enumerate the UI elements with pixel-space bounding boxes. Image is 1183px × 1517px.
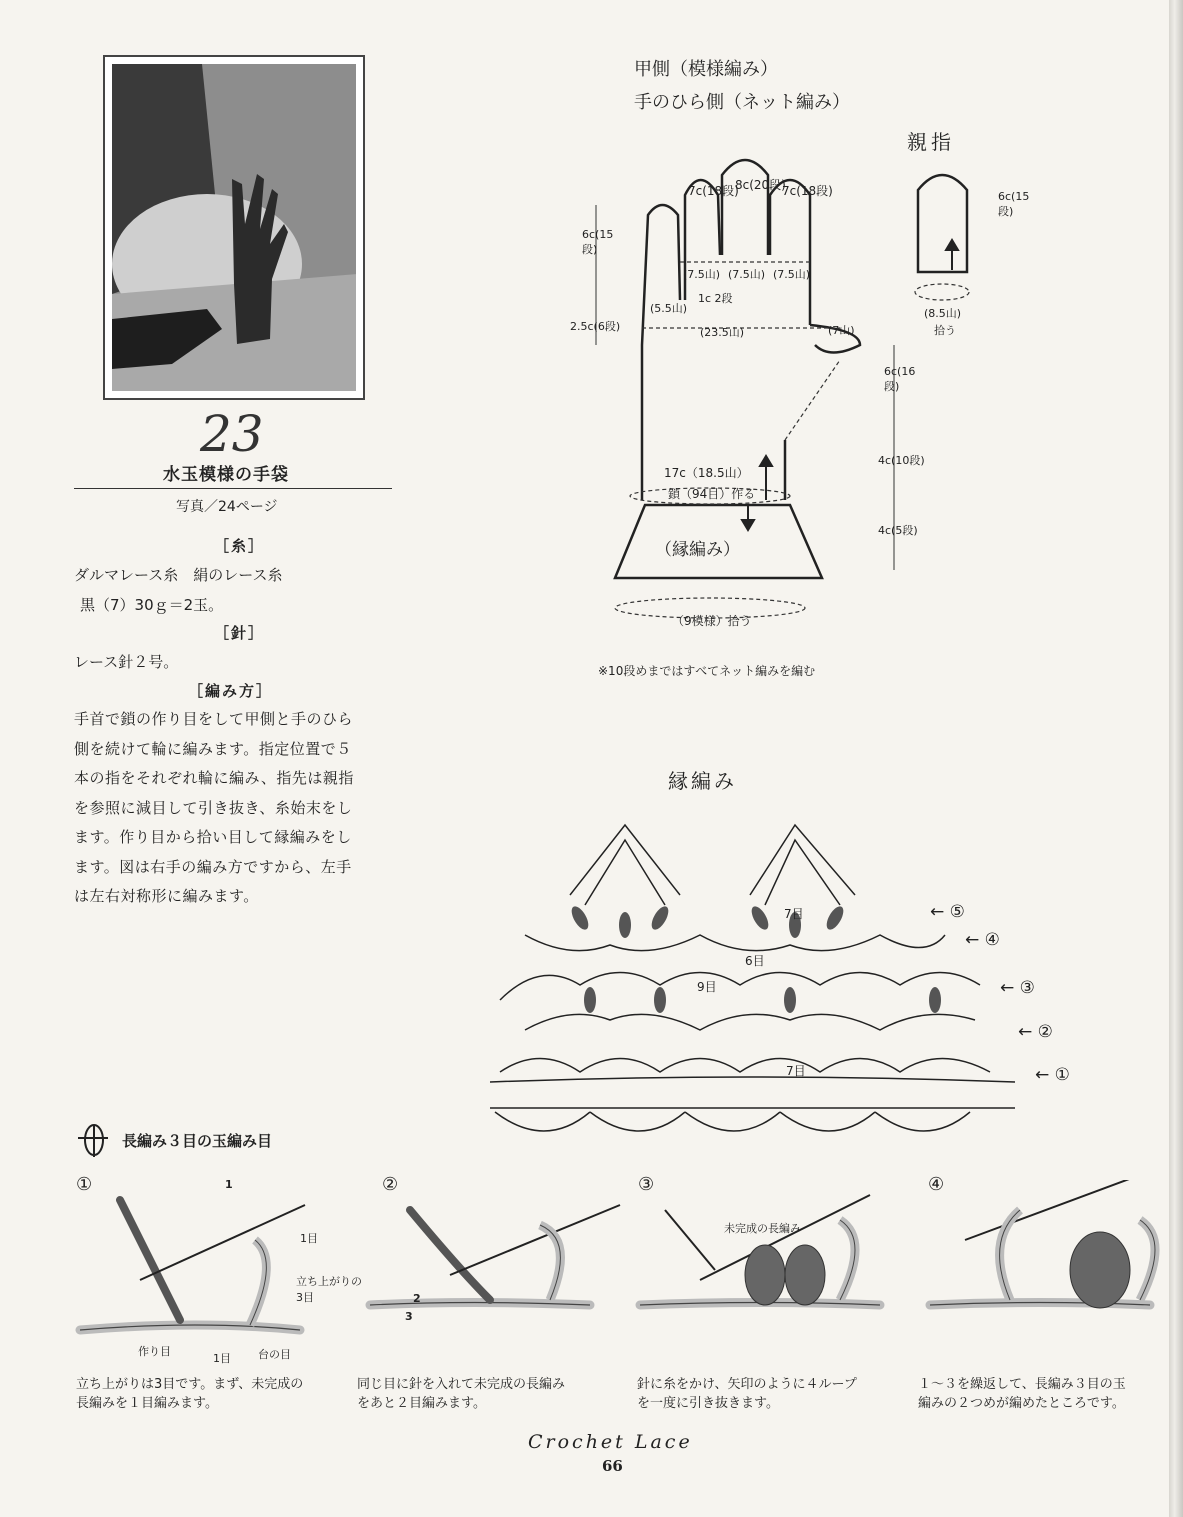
glove-photo-illustration — [112, 64, 356, 391]
method-line: を参照に減目して引き抜き、糸始末をし — [74, 798, 353, 817]
row-5: ⑤ — [949, 902, 965, 922]
right-dim-2: 4c(10段) — [878, 454, 925, 467]
step-4-caption-line: 編みの２つめが編めたところです。 — [918, 1396, 1125, 1411]
row-marker-5: ← ⑤ — [930, 902, 965, 922]
yarn-line-2: 黒（7）30ｇ＝2玉。 — [80, 596, 224, 614]
step-1-label-arrow: 1 — [225, 1178, 233, 1191]
right-dim-3: 4c(5段) — [878, 524, 918, 537]
needle-heading: ［針］ — [214, 624, 266, 642]
thumb-gap: (7山) — [828, 324, 855, 337]
thumb-dim: 6c(15段) — [998, 190, 1030, 218]
step-3-caption — [637, 1375, 857, 1413]
thumb-title: 親指 — [907, 130, 955, 154]
pinky-base: (5.5山) — [650, 302, 688, 315]
step-2-label-2: 2 — [413, 1292, 421, 1305]
row-3: ③ — [1019, 978, 1035, 998]
row-1: ① — [1054, 1065, 1070, 1085]
method-line: ます。図は右手の編み方ですから、左手 — [74, 857, 352, 876]
step-2-caption-line: 同じ目に針を入れて未完成の長編み — [357, 1377, 566, 1392]
step-2-caption-line: をあと２目編みます。 — [357, 1396, 486, 1411]
pickup-label: （9模様）拾う — [672, 614, 752, 628]
stitch-step-illustrations — [74, 1180, 1164, 1380]
step-2-label-3: 3 — [405, 1310, 413, 1323]
finger-base-1: (7.5山) — [683, 268, 721, 281]
step-4-caption-line: １～３を繰返して、長編み３目の玉 — [918, 1377, 1126, 1392]
step-3-label-unfinished: 未完成の長編み — [724, 1222, 801, 1235]
step-2-number: ② — [382, 1174, 399, 1195]
method-line: ます。作り目から拾い目して縁編みをし — [74, 828, 352, 846]
step-1-label-base: 台の目 — [258, 1348, 291, 1361]
row-marker-3: ← ③ — [1000, 978, 1035, 998]
thumb-pickup-2: 拾う — [934, 324, 956, 337]
photo-reference: 写真／24ページ — [176, 499, 278, 515]
needle-line: レース針２号。 — [74, 653, 179, 671]
method-line: 本の指をそれぞれ輪に編み、指先は親指 — [74, 769, 354, 787]
bobble-stitch-symbol-icon — [74, 1120, 114, 1160]
footer-brand: Crochet Lace — [528, 1431, 693, 1453]
page-number: 66 — [602, 1457, 623, 1475]
method-text — [74, 705, 392, 912]
method-line: 手首で鎖の作り目をして甲側と手のひら — [74, 710, 354, 728]
step-1-caption-line: 長編みを１目編みます。 — [76, 1396, 218, 1411]
edging-chart-title: 縁編み — [668, 769, 737, 793]
right-dim-1: 6c(16段) — [884, 365, 916, 393]
row-marker-1: ← ① — [1035, 1065, 1070, 1085]
chart-label-9: 9目 — [697, 980, 717, 994]
chart-label-7-bottom: 7目 — [786, 1064, 806, 1078]
method-line: 側を続けて輪に編みます。指定位置で５ — [74, 739, 352, 758]
finger-base-3: (7.5山) — [773, 268, 811, 281]
step-1-label-turning: 立ち上がりの3目 — [296, 1275, 362, 1304]
yarn-heading: ［糸］ — [214, 537, 266, 555]
step-4-caption — [918, 1375, 1126, 1413]
step-2-caption — [357, 1375, 565, 1413]
cuff-start: 17c（18.5山） — [664, 466, 749, 480]
row-marker-2: ← ② — [1018, 1022, 1053, 1042]
page-edge — [1169, 0, 1183, 1517]
step-3-caption-line: 針に糸をかけ、矢印のように４ループ — [637, 1377, 857, 1392]
step-4-number: ④ — [928, 1174, 945, 1195]
step-3-number: ③ — [638, 1174, 655, 1195]
finger-dim-middle: 8c(20段) — [735, 178, 786, 192]
method-heading: ［編み方］ — [188, 682, 274, 700]
pinky-rows: 1c 2段 — [698, 292, 733, 305]
net-note: ※10段めまではすべてネット編みを編む — [598, 664, 816, 678]
chart-label-7-top: 7目 — [784, 907, 804, 921]
step-3-caption-line: を一度に引き抜きます。 — [637, 1396, 779, 1411]
row-4: ④ — [984, 930, 1000, 950]
method-line: は左右対称形に編みます。 — [74, 887, 259, 905]
step-1-caption — [76, 1375, 303, 1413]
edging-label: （縁編み） — [655, 540, 740, 560]
row-marker-4: ← ④ — [965, 930, 1000, 950]
step-1-caption-line: 立ち上がりは3目です。まず、未完成の — [76, 1377, 304, 1392]
yarn-line-1: ダルマレース糸 絹のレース糸 — [74, 566, 283, 584]
palm-width: (23.5山) — [700, 326, 745, 339]
left-dim-1: 6c(15段) — [582, 228, 614, 256]
diagram-title-back: 甲側（模様編み） — [634, 59, 778, 80]
glove-outline-diagram — [560, 150, 1000, 650]
pattern-title: 水玉模様の手袋 — [163, 465, 289, 485]
step-1-label-stitch: 1目 — [300, 1232, 318, 1245]
step-1-number: ① — [76, 1174, 93, 1195]
finger-dim-right: 7c(18段) — [782, 184, 833, 198]
row-2: ② — [1037, 1022, 1053, 1042]
left-dim-2: 2.5c(6段) — [570, 320, 621, 333]
diagram-title-palm: 手のひら側（ネット編み） — [634, 92, 850, 113]
pattern-number: 23 — [200, 405, 264, 463]
edging-stitch-chart — [480, 810, 1040, 1140]
cuff-chain: 鎖（94目）作る — [668, 487, 756, 501]
finger-base-2: (7.5山) — [728, 268, 766, 281]
finger-dim-left: 7c(18段) — [688, 184, 739, 198]
step-1-label-first: 1目 — [213, 1352, 231, 1365]
chart-label-6: 6目 — [745, 954, 765, 968]
glove-photo — [103, 55, 365, 400]
thumb-pickup: (8.5山) — [924, 307, 962, 320]
stitch-guide-title: 長編み３目の玉編み目 — [122, 1132, 273, 1150]
title-rule — [74, 488, 392, 489]
step-1-label-foundation: 作り目 — [138, 1345, 171, 1358]
